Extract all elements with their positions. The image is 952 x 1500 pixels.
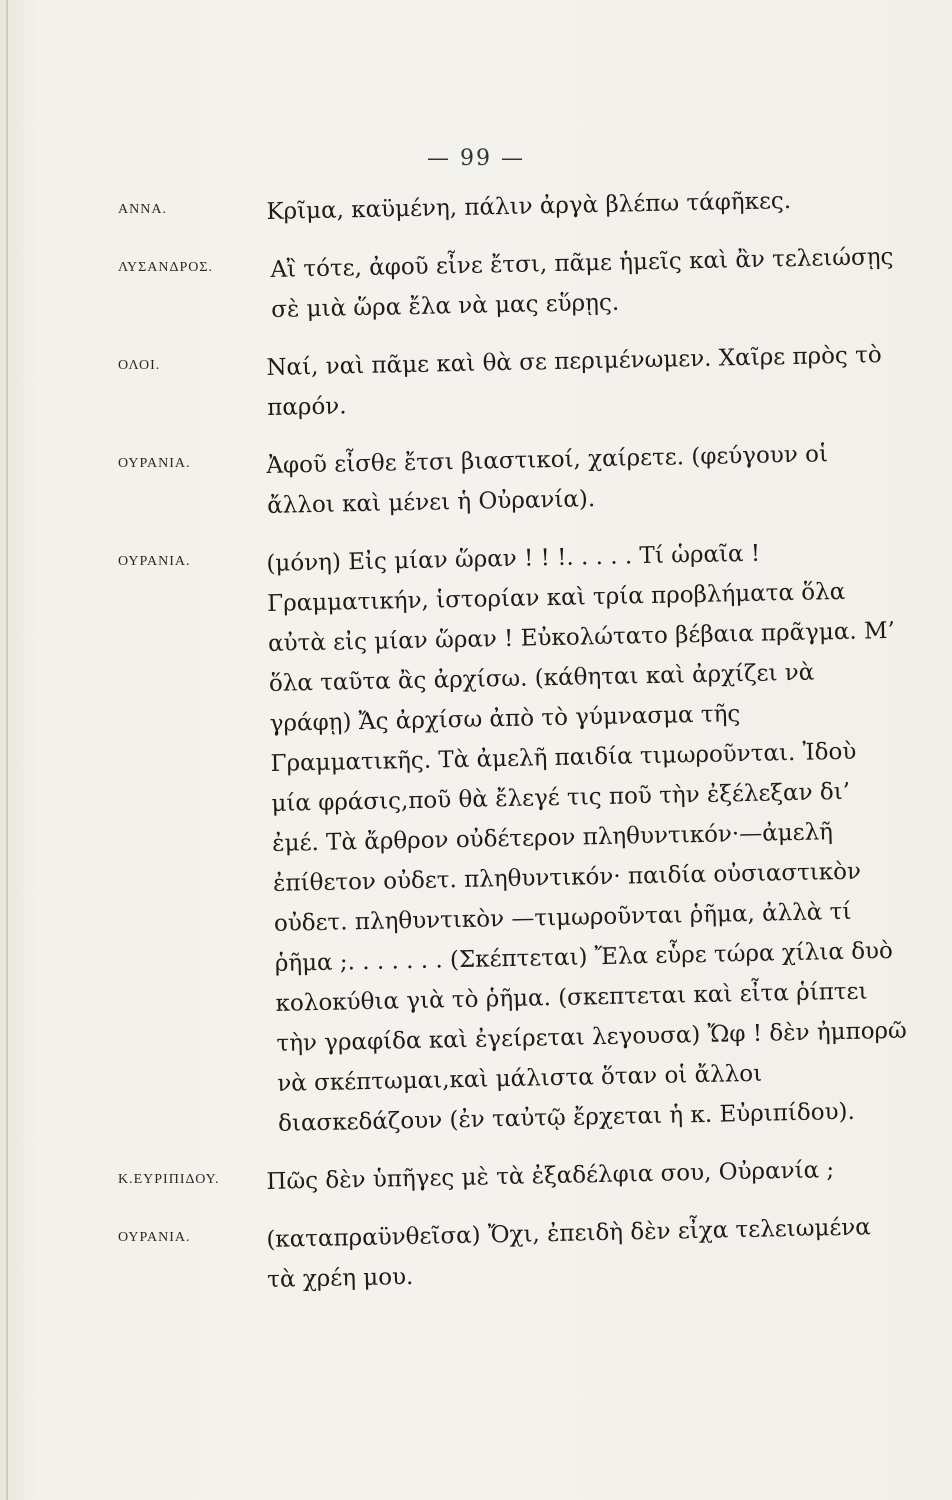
dialogue-entry-lysandros <box>118 243 898 330</box>
speaker-name: ΟΥΡΑΝΙΑ. <box>118 456 191 471</box>
speech-text: Ἀφοῦ εἶσθε ἔτσι βιαστικοί, χαίρετε. (φεύγουν οἱ ἄλλοι καὶ μένει ἡ Οὐρανία). <box>266 441 829 519</box>
dialogue-entry-ourania-reply <box>118 1214 898 1300</box>
speech-text: Πῶς δὲν ὑπῆγες μὲ τὰ ἐξαδέλφια σου, Οὐρανία ; <box>266 1157 835 1195</box>
speaker-name: ΑΝΝΑ. <box>118 202 167 217</box>
speech-text: Αἲ τότε, ἀφοῦ εἶνε ἔτσι, πᾶμε ἡμεῖς καὶ ἂν τελειώσῃς σὲ μιὰ ὥρα ἔλα νὰ μας εὕρῃς. <box>270 243 894 323</box>
dialogue-entry-evripidou <box>118 1157 898 1202</box>
speaker-name: ΟΛΟΙ. <box>118 358 161 373</box>
dialogue-entry-oloi <box>118 342 898 428</box>
speaker-name: ΛΥΣΑΝΔΡΟΣ. <box>118 260 214 275</box>
speaker-name: ΟΥΡΑΝΙΑ. <box>118 1230 191 1245</box>
dialogue-entry-anna <box>118 188 898 232</box>
dialogue-entry-ourania-monologue <box>118 540 908 1144</box>
speaker-name: Κ.ΕΥΡΙΠΙΔΟΥ. <box>118 1172 220 1187</box>
play-dialogue <box>118 188 908 1318</box>
speech-text: (καταπραϋνθεῖσα) Ὄχι, ἐπειδὴ δὲν εἶχα τελειωμένα τὰ χρέη μου. <box>266 1214 872 1293</box>
speaker-name: ΟΥΡΑΝΙΑ. <box>118 554 191 569</box>
page-edge-shadow <box>6 0 8 1500</box>
speech-text: Κρῖμα, καϋμένη, πάλιν ἀργὰ βλέπω τάφῆκες. <box>266 188 792 225</box>
speech-text: (μόνη) Εἰς μίαν ὥραν ! ! !. . . . . Τί ὡραῖα ! Γραμματικήν, ἱστορίαν καὶ τρία προβλήματα ὅλα αὐτὰ εἰς μίαν ὥραν ! Εὐκολώτατο βέβαια πρᾶγμα. Μ’ ὅλα ταῦτα ἂς ἀρχίσω. (κάθηται καὶ ἀρχίζει νὰ γράφῃ) Ἄς ἀρχίσω ἀπὸ τὸ γύμνασμα τῆς Γραμματικῆς. Τὰ ἀμελῆ παιδία τιμωροῦνται. Ἰδοὺ μία φράσις,ποῦ θὰ ἔλεγέ τις ποῦ τὴν ἐξέλεξαν δι’ ἐμέ. Τὰ ἄρθρον οὐδέτερον πληθυντικόν·—ἀμελῆ ἐπίθετον οὐδετ. πληθυντικόν· παιδία οὐσιαστικὸν οὐδετ. πληθυντικὸν —τιμωροῦνται ῥῆμα, ἀλλὰ τί ῥῆμα ;. . . . . . . (Σκέπτεται) Ἔλα εὗρε τώρα χίλια δυὸ κολοκύθια γιὰ τὸ ῥῆμα. (σκεπτεται καὶ εἶτα ῥίπτει τὴν γραφίδα καὶ ἐγείρεται λεγουσα) Ὤφ ! δὲν ἠμπορῶ νὰ σκέπτωμαι,καὶ μάλιστα ὅταν οἱ ἄλλοι διασκεδάζουν (ἐν ταὐτῷ ἔρχεται ἡ κ. Εὐριπίδου). <box>266 540 908 1137</box>
page-number: — 99 — <box>427 146 525 171</box>
dialogue-entry-ourania <box>118 441 898 526</box>
speech-text: Ναί, ναὶ πᾶμε καὶ θὰ σε περιμένωμεν. Χαῖρε πρὸς τὸ παρόν. <box>266 342 882 421</box>
